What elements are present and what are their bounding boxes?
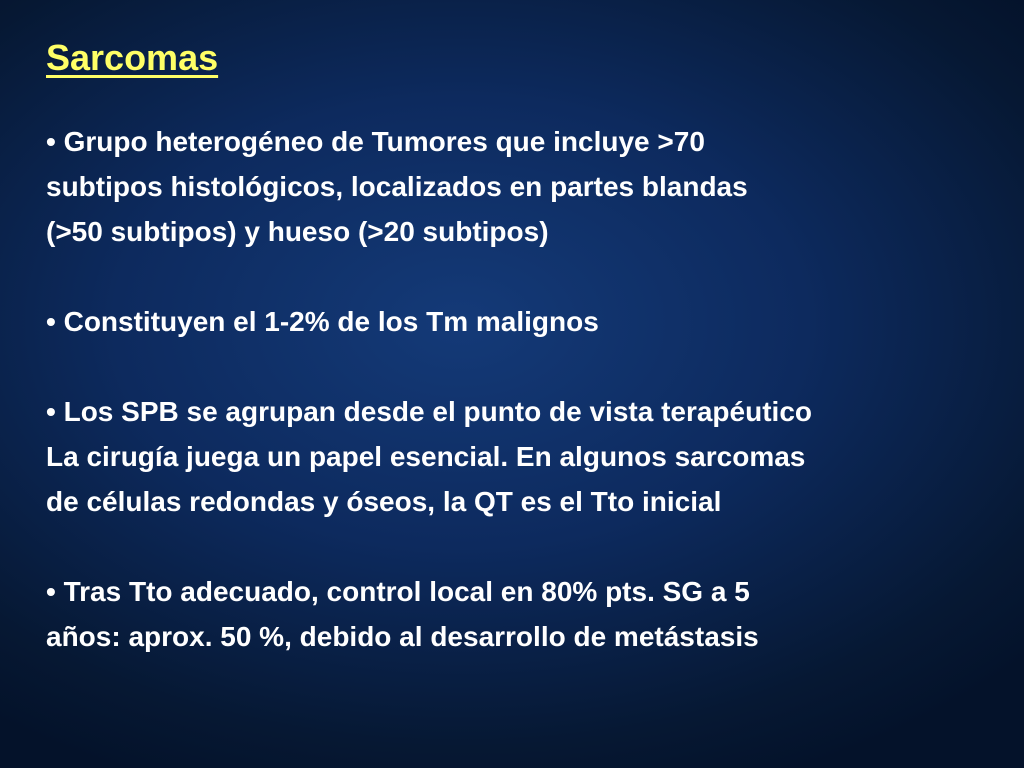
bullet-line: años: aprox. 50 %, debido al desarrollo de metástasis <box>46 621 759 652</box>
bullet-line: de células redondas y óseos, la QT es el Tto inicial <box>46 486 722 517</box>
bullet-line <box>46 119 1006 164</box>
bullet-marker: • <box>46 576 56 607</box>
bullet-text: Grupo heterogéneo de Tumores que incluye >70 <box>63 126 705 157</box>
bullet-line <box>46 389 1006 434</box>
bullet-line <box>46 569 1006 614</box>
bullet-line <box>46 299 1006 344</box>
bullet-marker: • <box>46 306 56 337</box>
bullet-item <box>46 389 1006 524</box>
bullet-item <box>46 569 1006 659</box>
bullet-marker: • <box>46 396 56 427</box>
bullet-item <box>46 119 1006 254</box>
bullet-marker: • <box>46 126 56 157</box>
bullet-text: Constituyen el 1-2% de los Tm malignos <box>63 306 599 337</box>
bullet-text: Tras Tto adecuado, control local en 80% pts. SG a 5 <box>63 576 750 607</box>
bullet-line: La cirugía juega un papel esencial. En algunos sarcomas <box>46 441 806 472</box>
bullet-item <box>46 299 1006 344</box>
slide-title: Sarcomas <box>46 37 219 78</box>
bullet-line: subtipos histológicos, localizados en partes blandas <box>46 171 748 202</box>
bullet-list <box>46 119 1006 659</box>
bullet-line: (>50 subtipos) y hueso (>20 subtipos) <box>46 216 549 247</box>
bullet-text: Los SPB se agrupan desde el punto de vista terapéutico <box>63 396 812 427</box>
